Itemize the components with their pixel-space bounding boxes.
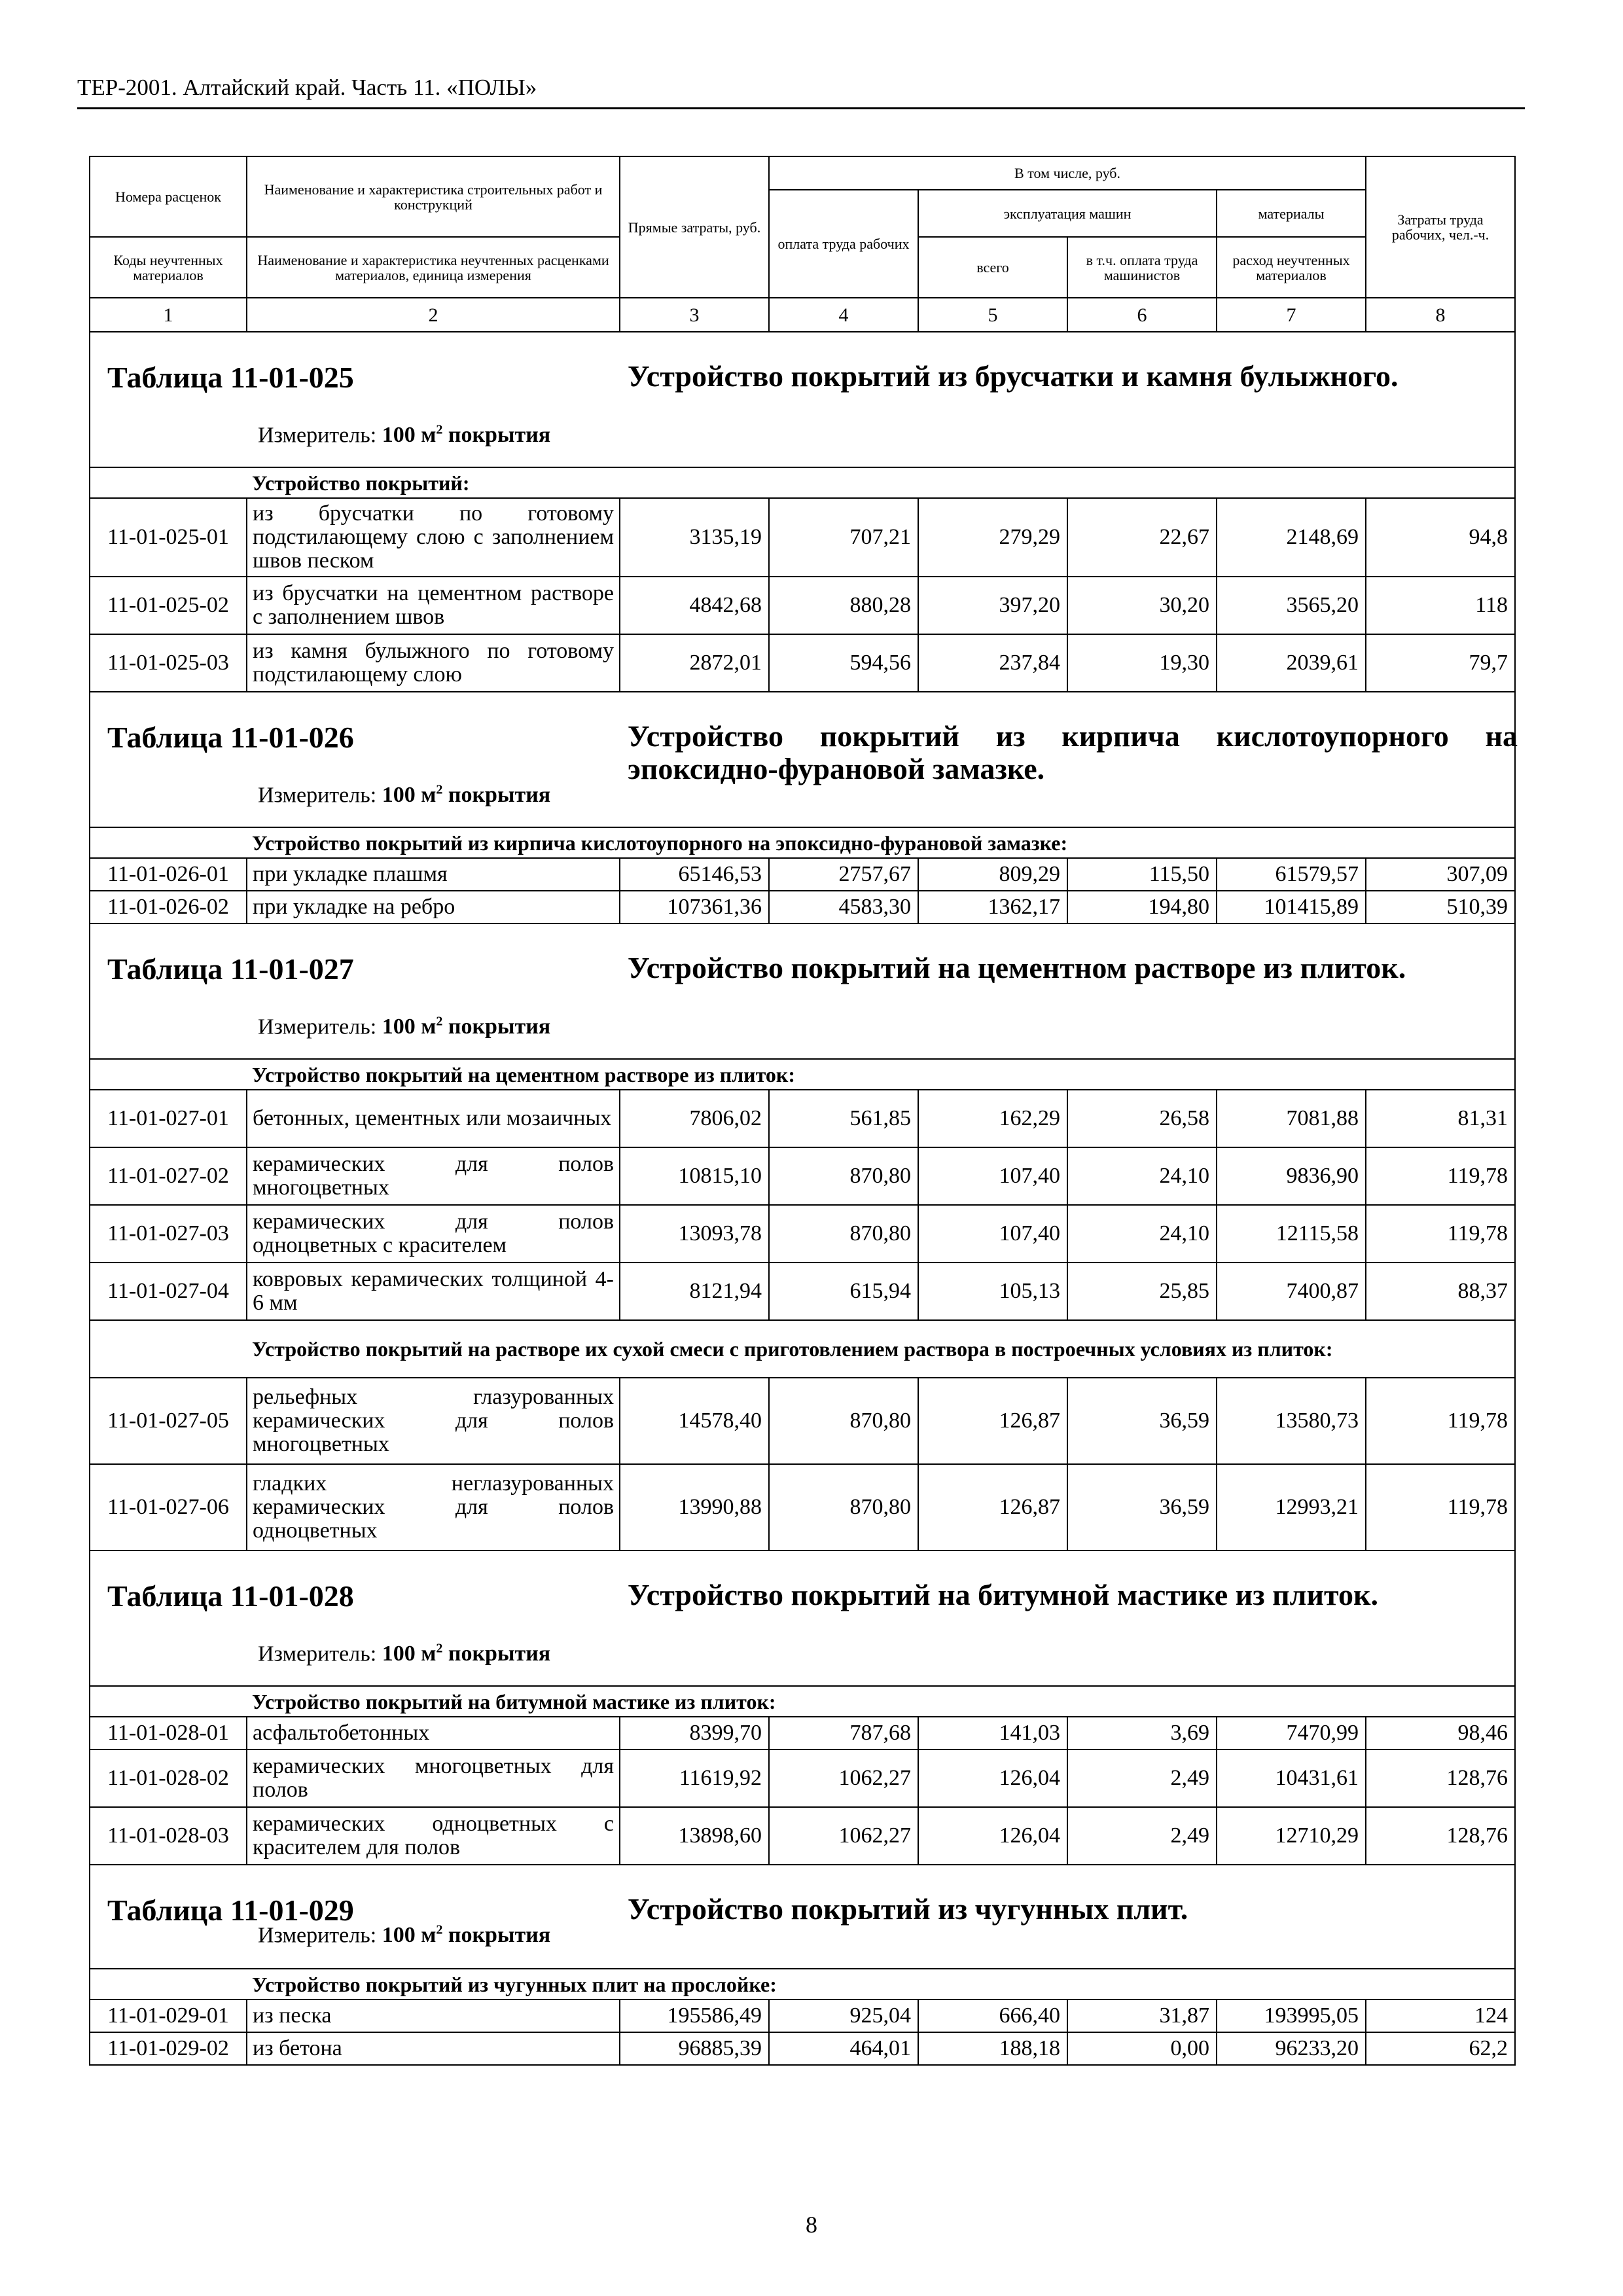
section-header-row <box>90 924 1515 1059</box>
value-hours: 94,8 <box>1366 498 1515 577</box>
work-name: из брусчатки на цементном растворе с заполнением швов <box>247 577 620 634</box>
work-name: из камня булыжного по готовому подстилающему слою <box>247 634 620 692</box>
table-row <box>90 1749 1515 1807</box>
section-header <box>90 924 1515 1059</box>
work-name: асфальтобетонных <box>247 1717 620 1749</box>
section-meter <box>258 423 550 448</box>
value-mach: 107,40 <box>918 1205 1067 1263</box>
value-mat: 9836,90 <box>1217 1147 1366 1205</box>
meter-unit-tail: покрытия <box>442 423 551 448</box>
value-mach: 237,84 <box>918 634 1067 692</box>
group-label: Устройство покрытий на цементном растворе из плиток: <box>247 1059 1515 1090</box>
section-title: Таблица 11-01-027 <box>107 952 354 986</box>
meter-label: Измеритель: <box>258 1014 377 1039</box>
table-row <box>90 1807 1515 1865</box>
col-codes-bottom: Коды неучтенных материалов <box>90 237 247 298</box>
group-empty-cell <box>90 1059 247 1090</box>
value-mach-labor: 194,80 <box>1067 891 1217 924</box>
meter-unit-tail: покрытия <box>442 1014 551 1039</box>
value-labor: 870,80 <box>769 1464 918 1551</box>
rate-code: 11-01-027-02 <box>90 1147 247 1205</box>
value-mach: 188,18 <box>918 2032 1067 2065</box>
value-mach: 809,29 <box>918 858 1067 891</box>
value-mat: 13580,73 <box>1217 1378 1366 1464</box>
col-group-including: В том числе, руб. <box>769 156 1366 190</box>
column-number: 5 <box>918 298 1067 332</box>
value-hours: 118 <box>1366 577 1515 634</box>
group-empty-cell <box>90 1320 247 1378</box>
value-mat: 10431,61 <box>1217 1749 1366 1807</box>
value-mach: 279,29 <box>918 498 1067 577</box>
table-row <box>90 577 1515 634</box>
column-numbers-row <box>90 298 1515 332</box>
value-direct: 7806,02 <box>620 1090 769 1147</box>
table-row <box>90 858 1515 891</box>
value-mach: 126,87 <box>918 1464 1067 1551</box>
section-meter <box>258 1014 550 1039</box>
rate-code: 11-01-027-01 <box>90 1090 247 1147</box>
table-body <box>90 332 1518 2065</box>
rates-table-container <box>89 156 1518 2066</box>
group-empty-cell <box>90 1969 247 2000</box>
value-hours: 128,76 <box>1366 1807 1515 1865</box>
value-labor: 870,80 <box>769 1205 918 1263</box>
value-mach-labor: 24,10 <box>1067 1147 1217 1205</box>
value-direct: 14578,40 <box>620 1378 769 1464</box>
meter-unit-tail: покрытия <box>442 783 551 808</box>
value-mach-labor: 30,20 <box>1067 577 1217 634</box>
meter-unit: 100 м <box>382 1014 437 1039</box>
section-title: Таблица 11-01-029 <box>107 1893 354 1927</box>
value-labor: 870,80 <box>769 1378 918 1464</box>
work-name: рельефных глазурованных керамических для полов многоцветных <box>247 1378 620 1464</box>
section-header-content <box>90 692 1518 827</box>
value-hours: 119,78 <box>1366 1147 1515 1205</box>
group-empty-cell <box>90 827 247 858</box>
group-label: Устройство покрытий на битумной мастике из плиток: <box>247 1686 1515 1717</box>
table-row <box>90 1147 1515 1205</box>
rate-code: 11-01-029-02 <box>90 2032 247 2065</box>
work-name: при укладке плашмя <box>247 858 620 891</box>
group-row <box>90 467 1515 498</box>
value-direct: 96885,39 <box>620 2032 769 2065</box>
col-mach-labor: в т.ч. оплата труда машинистов <box>1067 237 1217 298</box>
value-direct: 10815,10 <box>620 1147 769 1205</box>
value-mat: 12115,58 <box>1217 1205 1366 1263</box>
section-header-row <box>90 332 1515 467</box>
value-mach-labor: 24,10 <box>1067 1205 1217 1263</box>
value-hours: 62,2 <box>1366 2032 1515 2065</box>
value-direct: 8399,70 <box>620 1717 769 1749</box>
value-labor: 707,21 <box>769 498 918 577</box>
value-labor: 594,56 <box>769 634 918 692</box>
rate-code: 11-01-025-01 <box>90 498 247 577</box>
table-row <box>90 2000 1515 2032</box>
value-mach: 126,04 <box>918 1807 1067 1865</box>
col-hours: Затраты труда рабочих, чел.-ч. <box>1366 156 1515 298</box>
rate-code: 11-01-028-02 <box>90 1749 247 1807</box>
group-label: Устройство покрытий на растворе их сухой смеси с приготовлением раствора в построечных условиях из плиток: <box>247 1320 1515 1378</box>
column-number: 4 <box>769 298 918 332</box>
value-mat: 7081,88 <box>1217 1090 1366 1147</box>
value-mat: 193995,05 <box>1217 2000 1366 2032</box>
table-row <box>90 1378 1515 1464</box>
value-direct: 3135,19 <box>620 498 769 577</box>
column-number: 2 <box>247 298 620 332</box>
work-name: из брусчатки по готовому подстилающему слою с заполнением швов песком <box>247 498 620 577</box>
meter-label: Измеритель: <box>258 1641 377 1666</box>
col-codes-top: Номера расценок <box>90 156 247 237</box>
group-label: Устройство покрытий из кирпича кислотоупорного на эпоксидно-фурановой замазке: <box>247 827 1515 858</box>
section-title: Таблица 11-01-025 <box>107 361 354 394</box>
value-hours: 98,46 <box>1366 1717 1515 1749</box>
meter-unit: 100 м <box>382 1641 437 1666</box>
meter-value <box>382 423 551 447</box>
section-description: Устройство покрытий из чугунных плит. <box>628 1892 1188 1926</box>
col-labor: оплата труда рабочих <box>769 190 918 298</box>
meter-label: Измеритель: <box>258 1923 377 1948</box>
value-labor: 4583,30 <box>769 891 918 924</box>
section-meter <box>258 783 550 808</box>
group-label: Устройство покрытий: <box>247 467 1515 498</box>
value-mach-labor: 3,69 <box>1067 1717 1217 1749</box>
section-header-content <box>90 924 1514 1058</box>
section-header-content <box>90 332 1514 467</box>
section-header <box>90 332 1515 467</box>
value-labor: 615,94 <box>769 1263 918 1320</box>
meter-unit: 100 м <box>382 783 437 808</box>
value-direct: 195586,49 <box>620 2000 769 2032</box>
meter-label: Измеритель: <box>258 783 377 808</box>
meter-value <box>382 783 551 807</box>
column-number: 8 <box>1366 298 1515 332</box>
value-direct: 13093,78 <box>620 1205 769 1263</box>
value-direct: 65146,53 <box>620 858 769 891</box>
value-mach-labor: 22,67 <box>1067 498 1217 577</box>
work-name: из песка <box>247 2000 620 2032</box>
group-empty-cell <box>90 1686 247 1717</box>
value-mat: 2148,69 <box>1217 498 1366 577</box>
section-header-row <box>90 1551 1515 1686</box>
table-row <box>90 2032 1515 2065</box>
group-row <box>90 1969 1515 2000</box>
meter-unit-power: 2 <box>436 783 443 797</box>
value-mach-labor: 2,49 <box>1067 1749 1217 1807</box>
value-hours: 124 <box>1366 2000 1515 2032</box>
value-hours: 88,37 <box>1366 1263 1515 1320</box>
value-mach-labor: 36,59 <box>1067 1378 1217 1464</box>
value-mach-labor: 115,50 <box>1067 858 1217 891</box>
value-hours: 81,31 <box>1366 1090 1515 1147</box>
value-mach: 397,20 <box>918 577 1067 634</box>
section-header <box>90 1551 1515 1686</box>
table-row <box>90 1717 1515 1749</box>
rate-code: 11-01-025-03 <box>90 634 247 692</box>
value-mach-labor: 31,87 <box>1067 2000 1217 2032</box>
value-hours: 119,78 <box>1366 1205 1515 1263</box>
value-hours: 510,39 <box>1366 891 1515 924</box>
value-direct: 2872,01 <box>620 634 769 692</box>
value-hours: 128,76 <box>1366 1749 1515 1807</box>
meter-value <box>382 1014 551 1039</box>
value-mat: 12710,29 <box>1217 1807 1366 1865</box>
value-mach: 1362,17 <box>918 891 1067 924</box>
value-labor: 464,01 <box>769 2032 918 2065</box>
value-hours: 307,09 <box>1366 858 1515 891</box>
value-mach-labor: 25,85 <box>1067 1263 1217 1320</box>
section-title: Таблица 11-01-028 <box>107 1579 354 1613</box>
value-mat: 2039,61 <box>1217 634 1366 692</box>
table-row <box>90 1205 1515 1263</box>
section-description: Устройство покрытий из брусчатки и камня булыжного. <box>628 359 1399 393</box>
value-labor: 787,68 <box>769 1717 918 1749</box>
value-mach-labor: 2,49 <box>1067 1807 1217 1865</box>
meter-unit-tail: покрытия <box>442 1923 551 1948</box>
group-label: Устройство покрытий из чугунных плит на прослойке: <box>247 1969 1515 2000</box>
section-header-row <box>90 1865 1515 1969</box>
value-labor: 2757,67 <box>769 858 918 891</box>
rate-code: 11-01-027-05 <box>90 1378 247 1464</box>
value-mach: 105,13 <box>918 1263 1067 1320</box>
col-direct: Прямые затраты, руб. <box>620 156 769 298</box>
value-mach-labor: 36,59 <box>1067 1464 1217 1551</box>
section-header-row <box>90 692 1515 827</box>
group-row <box>90 1059 1515 1090</box>
section-header <box>90 692 1518 827</box>
table-row <box>90 1263 1515 1320</box>
meter-label: Измеритель: <box>258 423 377 448</box>
meter-unit: 100 м <box>382 423 437 448</box>
meter-value <box>382 1923 551 1947</box>
column-number: 7 <box>1217 298 1366 332</box>
value-labor: 1062,27 <box>769 1749 918 1807</box>
value-mach-labor: 26,58 <box>1067 1090 1217 1147</box>
work-name: керамических одноцветных с красителем для полов <box>247 1807 620 1865</box>
column-number: 6 <box>1067 298 1217 332</box>
value-labor: 1062,27 <box>769 1807 918 1865</box>
value-mach-labor: 19,30 <box>1067 634 1217 692</box>
section-description: Устройство покрытий на битумной мастике из плиток. <box>628 1578 1378 1611</box>
work-name: керамических для полов одноцветных с красителем <box>247 1205 620 1263</box>
group-row <box>90 1320 1515 1378</box>
value-labor: 870,80 <box>769 1147 918 1205</box>
value-mach: 141,03 <box>918 1717 1067 1749</box>
value-mat: 101415,89 <box>1217 891 1366 924</box>
rate-code: 11-01-026-01 <box>90 858 247 891</box>
rate-code: 11-01-026-02 <box>90 891 247 924</box>
table-row <box>90 498 1515 577</box>
meter-unit: 100 м <box>382 1923 437 1948</box>
column-number: 1 <box>90 298 247 332</box>
value-direct: 11619,92 <box>620 1749 769 1807</box>
meter-value <box>382 1641 551 1666</box>
group-empty-cell <box>90 467 247 498</box>
table-row <box>90 634 1515 692</box>
rate-code: 11-01-027-03 <box>90 1205 247 1263</box>
group-row <box>90 827 1515 858</box>
page-number: 8 <box>806 2212 817 2238</box>
meter-unit-power: 2 <box>436 423 443 437</box>
value-mat: 7400,87 <box>1217 1263 1366 1320</box>
meter-unit-tail: покрытия <box>442 1641 551 1666</box>
work-name: керамических для полов многоцветных <box>247 1147 620 1205</box>
meter-unit-power: 2 <box>436 1641 443 1656</box>
value-mach: 162,29 <box>918 1090 1067 1147</box>
section-header-content <box>90 1551 1514 1685</box>
col-names-top: Наименование и характеристика строительных работ и конструкций <box>247 156 620 237</box>
value-direct: 8121,94 <box>620 1263 769 1320</box>
rates-table <box>89 156 1516 2066</box>
col-mat-consumption: расход неучтенных материалов <box>1217 237 1366 298</box>
value-mach: 126,87 <box>918 1378 1067 1464</box>
col-mach-total: всего <box>918 237 1067 298</box>
rate-code: 11-01-029-01 <box>90 2000 247 2032</box>
section-description: Устройство покрытий на цементном растворе из плиток. <box>628 951 1406 984</box>
table-row <box>90 1090 1515 1147</box>
value-labor: 925,04 <box>769 2000 918 2032</box>
work-name: при укладке на ребро <box>247 891 620 924</box>
col-materials: материалы <box>1217 190 1366 237</box>
meter-unit-power: 2 <box>436 1014 443 1029</box>
rate-code: 11-01-028-03 <box>90 1807 247 1865</box>
work-name: бетонных, цементных или мозаичных <box>247 1090 620 1147</box>
section-title: Таблица 11-01-026 <box>107 721 354 754</box>
section-header-content <box>90 1865 1514 1968</box>
value-hours: 119,78 <box>1366 1464 1515 1551</box>
value-mat: 12993,21 <box>1217 1464 1366 1551</box>
value-labor: 561,85 <box>769 1090 918 1147</box>
work-name: гладких неглазурованных керамических для полов одноцветных <box>247 1464 620 1551</box>
work-name: ковровых керамических толщиной 4-6 мм <box>247 1263 620 1320</box>
section-header <box>90 1865 1515 1969</box>
col-names-bottom: Наименование и характеристика неучтенных расценками материалов, единица измерения <box>247 237 620 298</box>
value-mach: 666,40 <box>918 2000 1067 2032</box>
meter-unit-power: 2 <box>436 1923 443 1937</box>
value-direct: 13990,88 <box>620 1464 769 1551</box>
value-mach: 107,40 <box>918 1147 1067 1205</box>
value-hours: 79,7 <box>1366 634 1515 692</box>
value-mat: 96233,20 <box>1217 2032 1366 2065</box>
value-direct: 13898,60 <box>620 1807 769 1865</box>
work-name: керамических многоцветных для полов <box>247 1749 620 1807</box>
rate-code: 11-01-027-04 <box>90 1263 247 1320</box>
column-number: 3 <box>620 298 769 332</box>
group-row <box>90 1686 1515 1717</box>
table-row <box>90 1464 1515 1551</box>
value-mach-labor: 0,00 <box>1067 2032 1217 2065</box>
value-mat: 61579,57 <box>1217 858 1366 891</box>
value-direct: 4842,68 <box>620 577 769 634</box>
value-mat: 3565,20 <box>1217 577 1366 634</box>
section-description: Устройство покрытий из кирпича кислотоупорного на эпоксидно-фурановой замазке. <box>628 719 1518 785</box>
rate-code: 11-01-025-02 <box>90 577 247 634</box>
rate-code: 11-01-027-06 <box>90 1464 247 1551</box>
section-meter <box>258 1641 550 1666</box>
value-mach: 126,04 <box>918 1749 1067 1807</box>
rate-code: 11-01-028-01 <box>90 1717 247 1749</box>
section-meter <box>258 1923 550 1948</box>
value-direct: 107361,36 <box>620 891 769 924</box>
value-labor: 880,28 <box>769 577 918 634</box>
col-machines: эксплуатация машин <box>918 190 1217 237</box>
value-hours: 119,78 <box>1366 1378 1515 1464</box>
value-mat: 7470,99 <box>1217 1717 1366 1749</box>
work-name: из бетона <box>247 2032 620 2065</box>
table-header <box>90 156 1515 332</box>
table-row <box>90 891 1515 924</box>
running-header: ТЕР-2001. Алтайский край. Часть 11. «ПОЛЫ» <box>77 73 1525 109</box>
